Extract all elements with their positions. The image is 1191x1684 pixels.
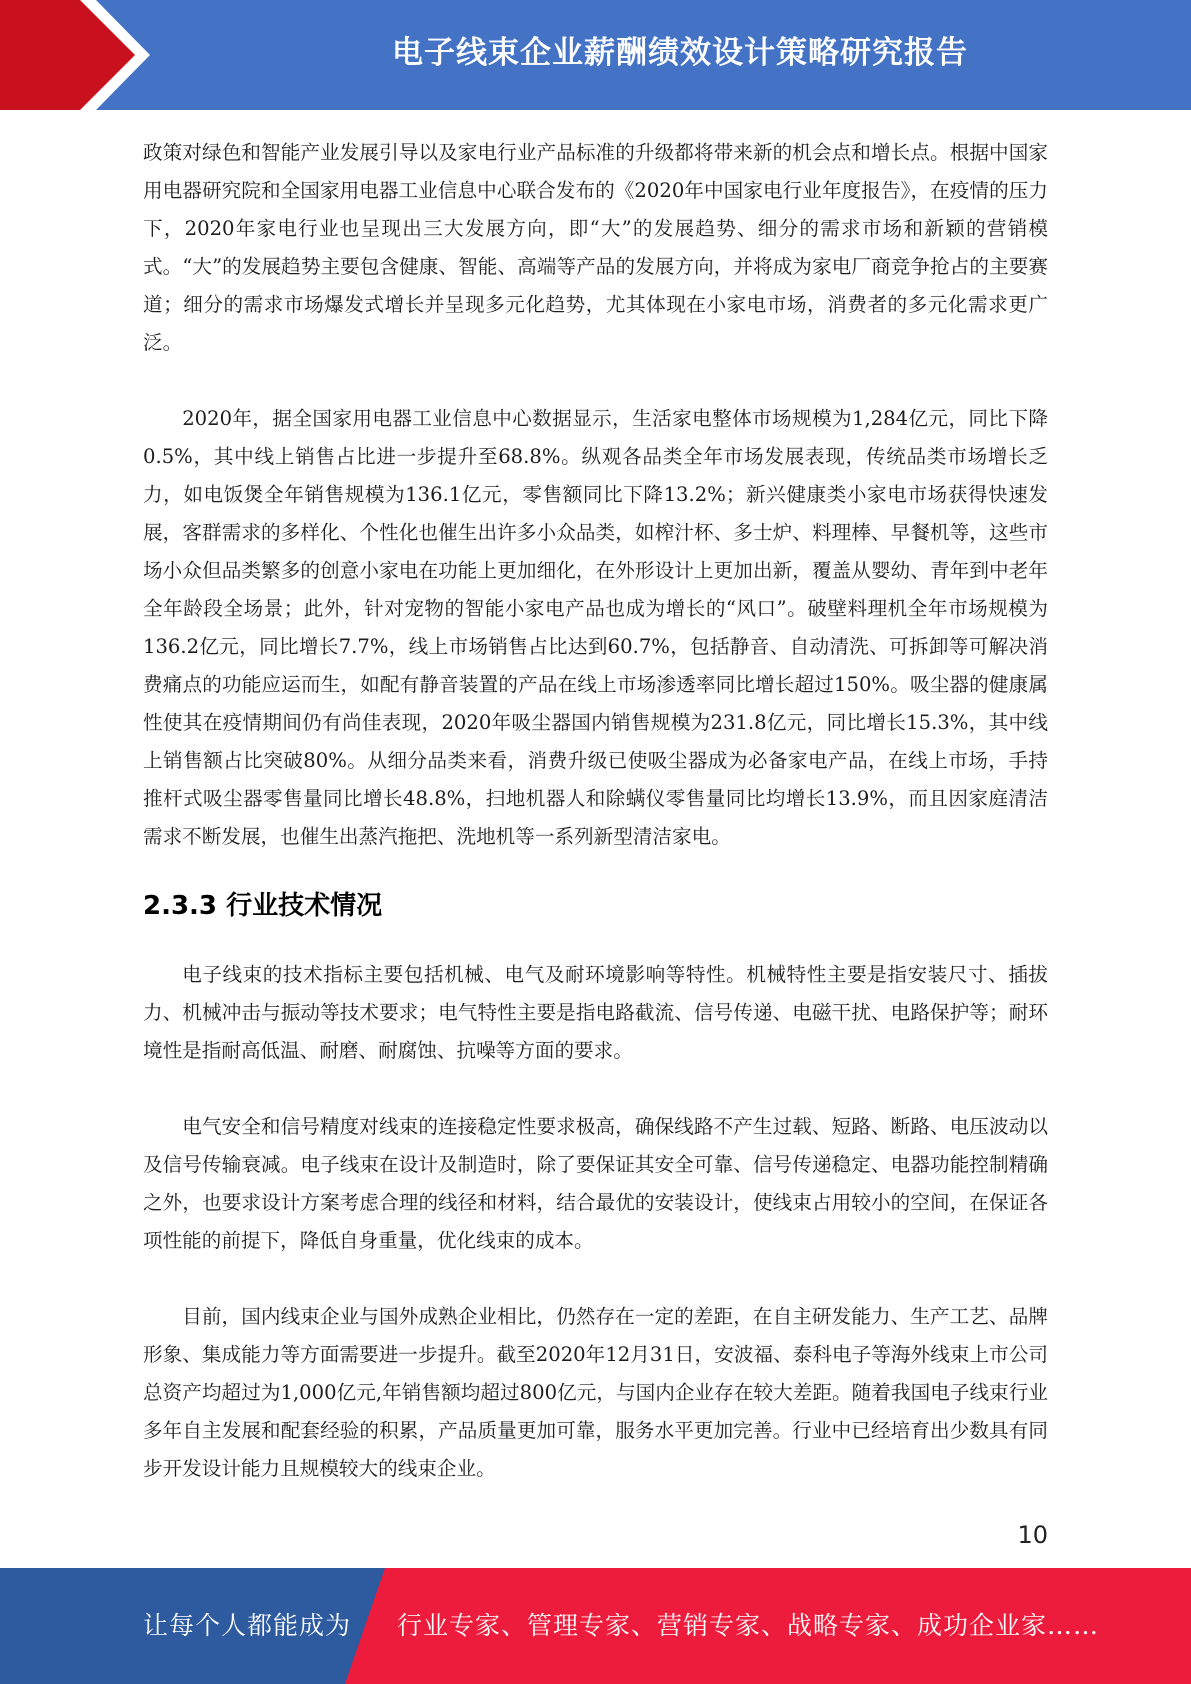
footer-slogan-right: 行业专家、管理专家、营销专家、战略专家、成功企业家…… [397, 1611, 1100, 1640]
main-content [143, 134, 1048, 1488]
report-title: 电子线束企业薪酬绩效设计策略研究报告 [392, 35, 968, 71]
paragraph-domestic-gap: 目前，国内线束企业与国外成熟企业相比，仍然存在一定的差距，在自主研发能力、生产工艺、品牌形象、集成能力等方面需要进一步提升。截至2020年12月31日，安波福、泰科电子等海外线束上市公司总资产均超过为1,000亿元,年销售额均超过800亿元，与国内企业存在较大差距。随着我国电子线束行业多年自主发展和配套经验的积累，产品质量更加可靠，服务水平更加完善。行业中已经培育出少数具有同步开发设计能力且规模较大的线束企业。 [143, 1305, 1048, 1480]
footer-slogan-left: 让每个人都能成为 [143, 1611, 352, 1640]
page-footer [0, 1568, 1191, 1684]
paragraph-policy: 政策对绿色和智能产业发展引导以及家电行业产品标准的升级都将带来新的机会点和增长点。根据中国家用电器研究院和全国家用电器工业信息中心联合发布的《2020年中国家电行业年度报告》，在疫情的压力下，2020年家电行业也呈现出三大发展方向，即“大”的发展趋势、细分的需求市场和新颖的营销模式。“大”的发展趋势主要包含健康、智能、高端等产品的发展方向，并将成为家电厂商竞争抢占的主要赛道；细分的需求市场爆发式增长并呈现多元化趋势，尤其体现在小家电市场，消费者的多元化需求更广泛。 [143, 141, 1048, 354]
page-number: 10 [1017, 1521, 1048, 1549]
paragraph-market-2020: 2020年，据全国家用电器工业信息中心数据显示，生活家电整体市场规模为1,284亿元，同比下降0.5%，其中线上销售占比进一步提升至68.8%。纵观各品类全年市场发展表现，传统品类市场增长乏力，如电饭煲全年销售规模为136.1亿元，零售额同比下降13.2%；新兴健康类小家电市场获得快速发展，客群需求的多样化、个性化也催生出许多小众品类，如榨汁杯、多士炉、料理棒、早餐机等，这些市场小众但品类繁多的创意小家电在功能上更加细化，在外形设计上更加出新，覆盖从婴幼、青年到中老年全年龄段全场景；此外，针对宠物的智能小家电产品也成为增长的“风口”。破壁料理机全年市场规模为136.2亿元，同比增长7.7%，线上市场销售占比达到60.7%，包括静音、自动清洗、可拆卸等可解决消费痛点的功能应运而生，如配有静音装置的产品在线上市场渗透率同比增长超过150%。吸尘器的健康属性使其在疫情期间仍有尚佳表现，2020年吸尘器国内销售规模为231.8亿元，同比增长15.3%，其中线上销售额占比突破80%。从细分品类来看，消费升级已使吸尘器成为必备家电产品，在线上市场，手持推杆式吸尘器零售量同比增长48.8%，扫地机器人和除螨仪零售量同比均增长13.9%，而且因家庭清洁需求不断发展，也催生出蒸汽拖把、洗地机等一系列新型清洁家电。 [143, 407, 1048, 848]
section-heading: 2.3.3 行业技术情况 [143, 891, 383, 921]
page-header [0, 0, 1191, 110]
header-red-arrow [0, 0, 135, 110]
paragraph-tech-indicators: 电子线束的技术指标主要包括机械、电气及耐环境影响等特性。机械特性主要是指安装尺寸、插拔力、机械冲击与振动等技术要求；电气特性主要是指电路截流、信号传递、电磁干扰、电路保护等；耐环境性是指耐高低温、耐磨、耐腐蚀、抗噪等方面的要求。 [143, 963, 1048, 1062]
paragraph-electrical-safety: 电气安全和信号精度对线束的连接稳定性要求极高，确保线路不产生过载、短路、断路、电压波动以及信号传输衰减。电子线束在设计及制造时，除了要保证其安全可靠、信号传递稳定、电器功能控制精确之外，也要求设计方案考虑合理的线径和材料，结合最优的安装设计，使线束占用较小的空间，在保证各项性能的前提下，降低自身重量，优化线束的成本。 [143, 1115, 1048, 1252]
